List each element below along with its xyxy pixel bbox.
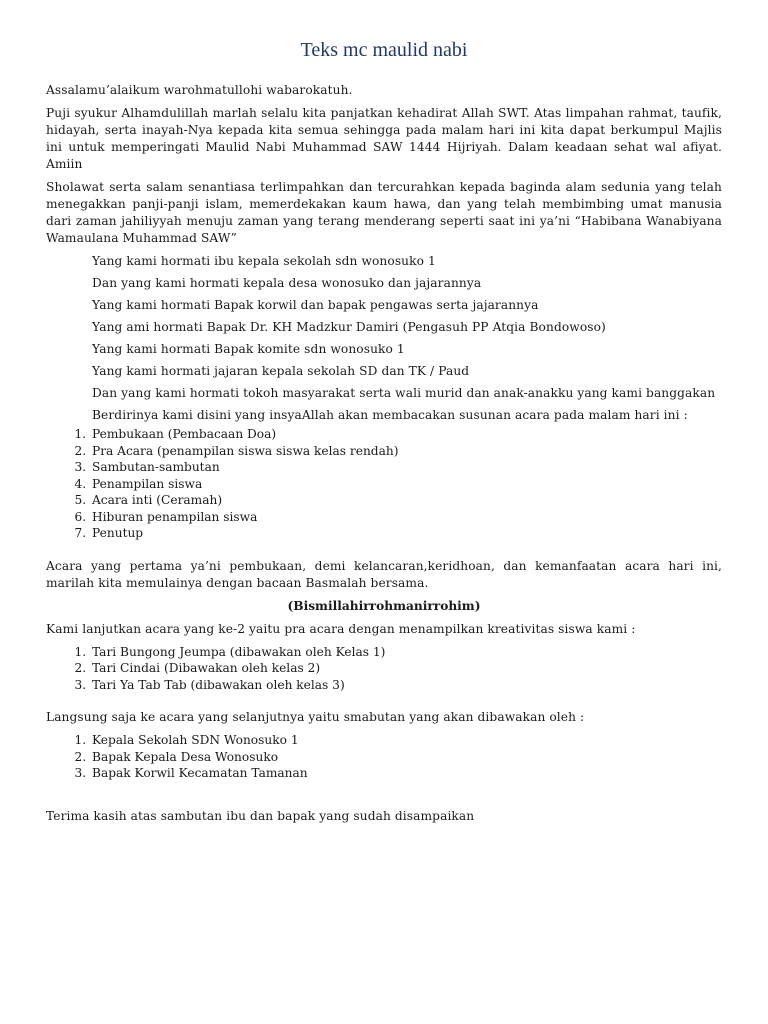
- list-item: 3. Bapak Korwil Kecamatan Tamanan: [90, 765, 722, 782]
- speech-intro: Langsung saja ke acara yang selanjutnya yaitu smabutan yang akan dibawakan oleh :: [46, 710, 585, 724]
- list-item: 1. Tari Bungong Jeumpa (dibawakan oleh Kelas 1): [90, 644, 722, 661]
- list-item: 6. Hiburan penampilan siswa: [90, 509, 722, 526]
- list-item: 1. Kepala Sekolah SDN Wonosuko 1: [90, 732, 722, 749]
- respect-item: Yang kami hormati Bapak komite sdn wonosuko 1: [92, 342, 405, 356]
- list-item: 3. Sambutan-sambutan: [90, 459, 722, 476]
- respect-item: Yang ami hormati Bapak Dr. KH Madzkur Damiri (Pengasuh PP Atqia Bondowoso): [92, 320, 606, 334]
- agenda-list: [46, 426, 722, 542]
- respect-item: Yang kami hormati ibu kepala sekolah sdn wonosuko 1: [92, 254, 436, 268]
- spacer: [46, 782, 722, 808]
- list-item: 1. Pembukaan (Pembacaan Doa): [90, 426, 722, 443]
- paragraph-sholawat: Sholawat serta salam senantiasa terlimpahkan dan tercurahkan kepada baginda alam sedunia yang telah menegakkan panji-panji islam, memerdekakan kaum hawa, dan yang telah membimbing umat manusia dari zaman jahiliyyah menuju zaman yang terang menderang seperti saat ini ya’ni “Habibana Wanabiyana Wamaulana Muhammad SAW”: [46, 180, 722, 245]
- speakers-list: [46, 732, 722, 782]
- list-item: 2. Pra Acara (penampilan siswa siswa kelas rendah): [90, 443, 722, 460]
- respect-item: Yang kami hormati jajaran kepala sekolah SD dan TK / Paud: [92, 364, 470, 378]
- respect-item: Dan yang kami hormati tokoh masyarakat serta wali murid dan anak-anakku yang kami banggakan: [92, 386, 716, 400]
- respect-item: Dan yang kami hormati kepala desa wonosuko dan jajarannya: [92, 276, 482, 290]
- performances-list: [46, 644, 722, 694]
- list-item: 3. Tari Ya Tab Tab (dibawakan oleh kelas 3): [90, 677, 722, 694]
- spacer: [46, 542, 722, 558]
- basmalah-text: (Bismillahirrohmanirrohim): [287, 598, 481, 613]
- agenda-intro: Berdirinya kami disini yang insyaAllah akan membacakan susunan acara pada malam hari ini :: [92, 408, 688, 422]
- document-title: Teks mc maulid nabi: [300, 39, 468, 61]
- list-item: 4. Penampilan siswa: [90, 476, 722, 493]
- closing-text: Terima kasih atas sambutan ibu dan bapak yang sudah disampaikan: [46, 808, 475, 823]
- paragraph-gratitude: Puji syukur Alhamdulillah marlah selalu kita panjatkan kehadirat Allah SWT. Atas limpahan rahmat, taufik, hidayah, serta inayah-Nya kepada kita semua sehingga pada malam hari ini kita dapat berkumpul Majlis ini untuk memperingati Maulid Nabi Muhammad SAW 1444 Hijriyah. Dalam keadaan sehat wal afiyat. Amiin: [46, 106, 722, 171]
- opening-text: Acara yang pertama ya’ni pembukaan, demi kelancaran,keridhoan, dan kemanfaatan acara hari ini, marilah kita memulainya dengan bacaan Basmalah bersama.: [46, 558, 722, 590]
- list-item: 5. Acara inti (Ceramah): [90, 492, 722, 509]
- respects-list: [46, 253, 722, 402]
- list-item: 7. Penutup: [90, 525, 722, 542]
- spacer: [46, 693, 722, 709]
- respect-item: Yang kami hormati Bapak korwil dan bapak pengawas serta jajarannya: [92, 298, 539, 312]
- list-item: 2. Tari Cindai (Dibawakan oleh kelas 2): [90, 660, 722, 677]
- list-item: 2. Bapak Kepala Desa Wonosuko: [90, 749, 722, 766]
- pre-event-text: Kami lanjutkan acara yang ke-2 yaitu pra acara dengan menampilkan kreativitas siswa kami :: [46, 621, 636, 636]
- greeting: Assalamu’alaikum warohmatullohi wabarokatuh.: [46, 83, 353, 97]
